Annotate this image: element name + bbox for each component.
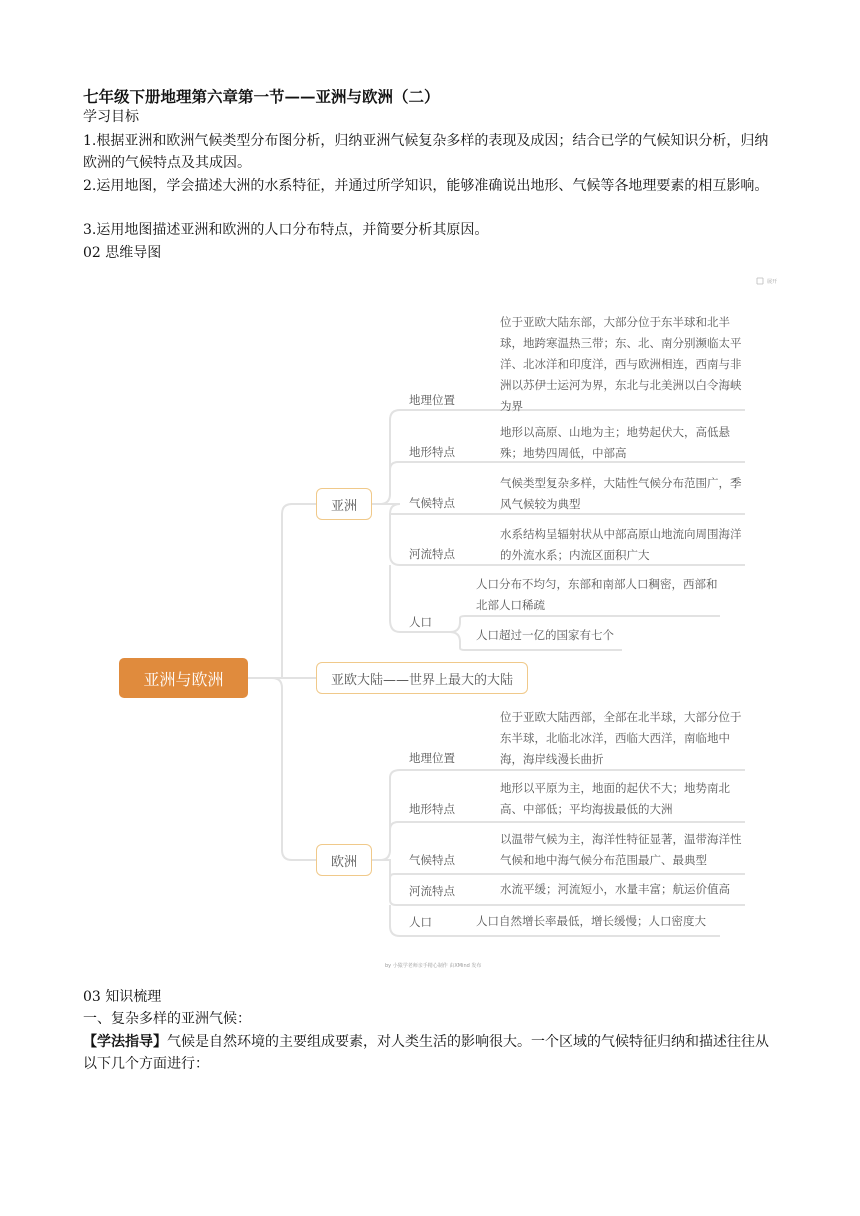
asia-terrain-text: 地形以高原、山地为主；地势起伏大，高低悬殊；地势四周低，中部高 (500, 425, 730, 460)
objective-3: 3.运用地图描述亚洲和欧洲的人口分布特点，并简要分析其原因。 (83, 222, 489, 238)
section-review-heading: 03 知识梳理 (83, 989, 162, 1005)
asia-rivers-label: 河流特点 (409, 547, 455, 561)
asia-terrain-label: 地形特点 (409, 445, 455, 459)
europe-climate-label: 气候特点 (409, 853, 455, 867)
objective-1: 1.根据亚洲和欧洲气候类型分布图分析，归纳亚洲气候复杂多样的表现及成因；结合已学的气候知识分析，归纳欧洲的气候特点及其成因。 (83, 133, 769, 171)
europe-population-label: 人口 (409, 915, 432, 929)
guide-label: 【学法指导】 (83, 1034, 167, 1050)
europe-location-label: 地理位置 (409, 751, 455, 765)
europe-rivers-label: 河流特点 (409, 884, 455, 898)
mindmap-root: 亚洲与欧洲 (119, 658, 248, 698)
europe-climate-text: 以温带气候为主，海洋性特征显著，温带海洋性气候和地中海气候分布范围最广、最典型 (500, 832, 742, 867)
europe-terrain-text: 地形以平原为主，地面的起伏不大；地势南北高、中部低；平均海拔最低的大洲 (500, 781, 730, 816)
expand-icon (757, 278, 763, 284)
node-eurasia: 亚欧大陆——世界上最大的大陆 (316, 662, 528, 694)
asia-climate-label: 气候特点 (409, 496, 455, 510)
review-heading: 一、复杂多样的亚洲气候： (83, 1011, 251, 1027)
asia-population-label: 人口 (409, 615, 432, 629)
objectives-heading: 学习目标 (83, 109, 139, 125)
asia-location-text: 位于亚欧大陆东部，大部分位于东半球和北半球，地跨寒温热三带；东、北、南分别濒临太平洋、北冰洋和印度洋，西与欧洲相连，西南与非洲以苏伊士运河为界，东北与北美洲以白令海峡为界 (500, 315, 742, 413)
europe-terrain-label: 地形特点 (409, 802, 455, 816)
guide-text: 气候是自然环境的主要组成要素，对人类生活的影响很大。一个区域的气候特征归纳和描述往往从以下几个方面进行： (83, 1034, 769, 1072)
europe-rivers-text: 水流平缓；河流短小，水量丰富；航运价值高 (500, 882, 730, 896)
objective-2: 2.运用地图，学会描述大洲的水系特征，并通过所学知识，能够准确说出地形、气候等各地理要素的相互影响。 (83, 178, 769, 194)
page-title: 七年级下册地理第六章第一节——亚洲与欧洲（二） (83, 87, 440, 106)
europe-location-text: 位于亚欧大陆西部，全部在北半球，大部分位于东半球，北临北冰洋，西临大西洋，南临地中海，海岸线漫长曲折 (500, 710, 742, 766)
asia-rivers-text: 水系结构呈辐射状从中部高原山地流向周围海洋的外流水系；内流区面积广大 (500, 527, 742, 562)
expand-label[interactable]: 展开 (767, 279, 778, 285)
asia-location-label: 地理位置 (409, 393, 455, 407)
europe-population-text: 人口自然增长率最低，增长缓慢；人口密度大 (476, 914, 706, 928)
node-asia: 亚洲 (316, 488, 372, 520)
asia-climate-text: 气候类型复杂多样，大陆性气候分布范围广，季风气候较为典型 (500, 476, 742, 511)
node-europe: 欧洲 (316, 844, 372, 876)
asia-population-text-2: 人口超过一亿的国家有七个 (476, 628, 614, 642)
section-mindmap-heading: 02 思维导图 (83, 245, 162, 261)
asia-population-text-1: 人口分布不均匀，东部和南部人口稠密，西部和北部人口稀疏 (476, 577, 718, 612)
mindmap-credit: by 小猿学老师亲手精心制作 由XMind 发布 (385, 963, 482, 969)
guide-paragraph (83, 1031, 779, 1075)
